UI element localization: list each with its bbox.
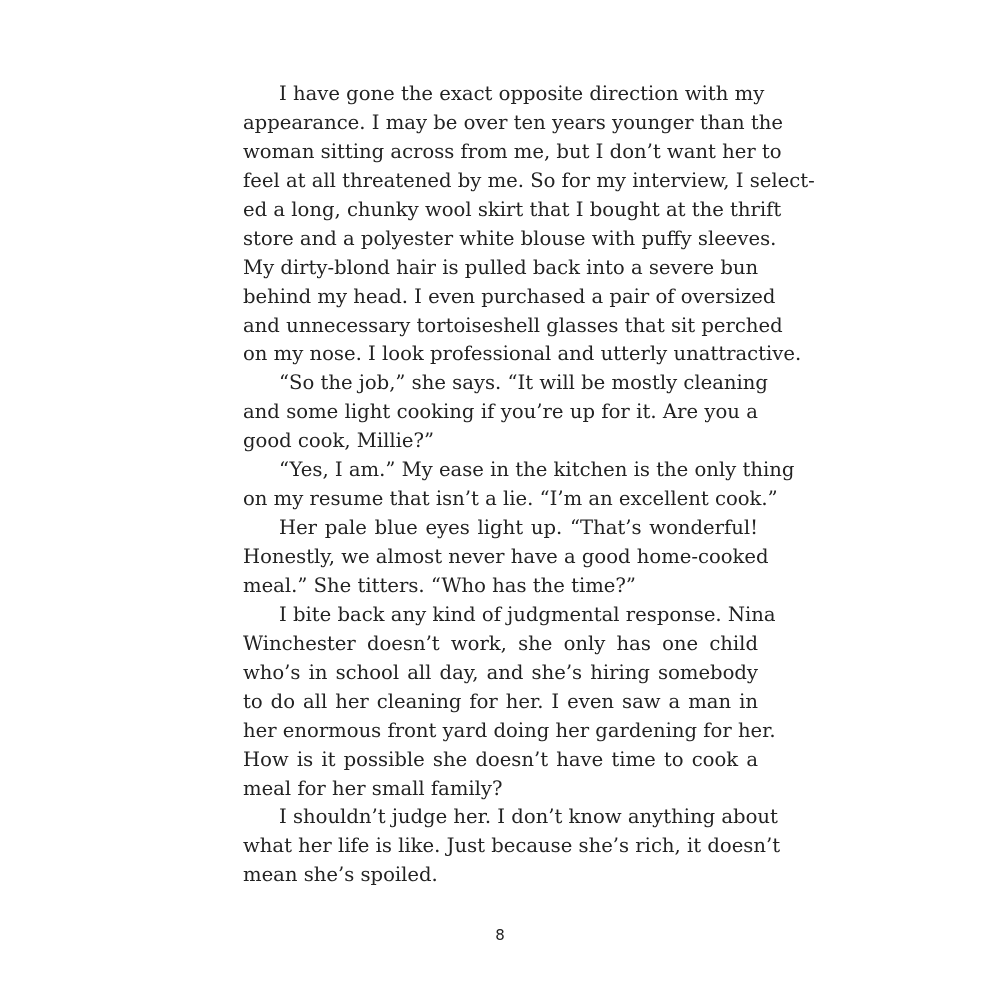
- text-line: “Yes, I am.” My ease in the kitchen is the only thing: [279, 458, 795, 482]
- text-line: what her life is like. Just because she’s rich, it doesn’t: [243, 834, 781, 858]
- paragraph: [243, 803, 781, 890]
- text-line: who’s in school all day, and she’s hiring somebody: [243, 660, 758, 684]
- text-line: to do all her cleaning for her. I even saw a man in: [243, 689, 758, 713]
- paragraph: [243, 369, 768, 456]
- text-line: ed a long, chunky wool skirt that I bought at the thrift: [243, 197, 782, 221]
- text-line: meal.” She titters. “Who has the time?”: [243, 573, 636, 597]
- text-line: and unnecessary tortoiseshell glasses that sit perched: [243, 313, 783, 337]
- text-line: My dirty-blond hair is pulled back into a severe bun: [243, 255, 759, 279]
- text-line: Winchester doesn’t work, she only has one child: [243, 631, 758, 655]
- text-line: appearance. I may be over ten years younger than the: [243, 110, 783, 134]
- text-line: her enormous front yard doing her gardening for her.: [243, 718, 776, 742]
- text-line: feel at all threatened by me. So for my interview, I select-: [243, 168, 815, 192]
- body-text: [243, 80, 815, 890]
- text-line: mean she’s spoiled.: [243, 863, 438, 887]
- text-line: I bite back any kind of judgmental response. Nina: [279, 602, 776, 626]
- text-line: Honestly, we almost never have a good home-cooked: [243, 545, 769, 568]
- text-line: meal for her small family?: [243, 776, 503, 800]
- page-number: 8: [495, 926, 505, 944]
- text-line: Her pale blue eyes light up. “That’s wonderful!: [279, 516, 758, 540]
- text-line: How is it possible she doesn’t have time to cook a: [243, 747, 758, 771]
- text-line: woman sitting across from me, but I don’t want her to: [243, 139, 782, 163]
- text-line: good cook, Millie?”: [243, 429, 435, 453]
- paragraph: [243, 514, 769, 601]
- paragraph: [243, 80, 815, 369]
- text-line: “So the job,” she says. “It will be mostly cleaning: [279, 371, 768, 395]
- text-line: I have gone the exact opposite direction with my: [279, 82, 765, 105]
- text-line: on my nose. I look professional and utterly unattractive.: [243, 342, 802, 366]
- text-line: store and a polyester white blouse with puffy sleeves.: [243, 226, 777, 250]
- text-line: I shouldn’t judge her. I don’t know anything about: [279, 805, 778, 829]
- paragraph: [243, 456, 795, 514]
- text-line: on my resume that isn’t a lie. “I’m an excellent cook.”: [243, 487, 778, 511]
- text-line: behind my head. I even purchased a pair of oversized: [243, 284, 776, 308]
- paragraph: [243, 601, 776, 804]
- text-line: and some light cooking if you’re up for it. Are you a: [243, 400, 758, 424]
